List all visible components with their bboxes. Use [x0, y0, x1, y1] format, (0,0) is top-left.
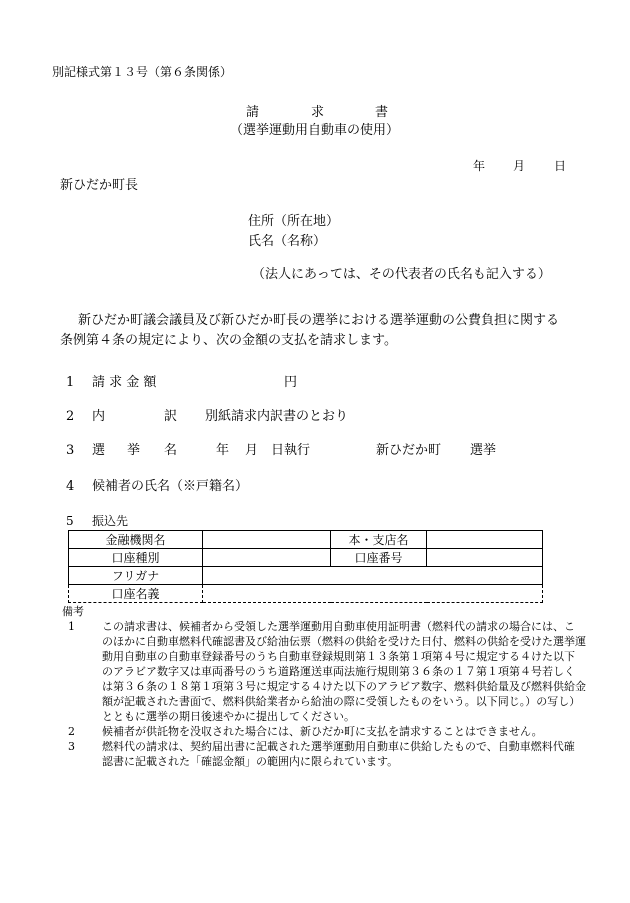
address-label: 住所（所在地） [248, 214, 340, 229]
election-label-a: 選 [92, 443, 106, 458]
note-2 [62, 724, 572, 739]
note-number: 1 [68, 620, 75, 633]
election-month-label: 月 [245, 443, 259, 458]
form-subtitle: （選挙運動用自動車の使用） [230, 123, 400, 138]
furigana-label: フリガナ [69, 567, 203, 585]
notes-section [62, 605, 586, 769]
institution-field[interactable] [203, 531, 331, 549]
account-name-field[interactable] [203, 585, 543, 603]
name-label: 氏名（名称） [248, 234, 327, 249]
item-number-2: 2 [66, 409, 75, 424]
breakdown-label-a: 内 [92, 409, 106, 424]
bank-row-furigana [69, 567, 543, 585]
note-line: この請求書は、候補者から受領した選挙運動用自動車使用証明書（燃料代の請求の場合には、こ [102, 620, 575, 633]
form-id: 別記様式第１３号（第６条関係） [52, 65, 233, 79]
note-line: 動用自動車の自動車登録番号のうち自動車登録規則第１３条第１項第４号に規定する４けた以下 [102, 650, 575, 663]
election-year-label: 年 [216, 443, 230, 458]
bank-label: 振込先 [92, 514, 129, 528]
date-month-label: 月 [513, 159, 526, 173]
body-line-1: 新ひだか町議会議員及び新ひだか町長の選挙における選挙運動の公費負担に関する [78, 313, 560, 328]
title-char-2: 求 [311, 105, 325, 120]
note-line: のほかに自動車燃料代確認書及び給油伝票（燃料の供給を受けた日付、燃料の供給を受けた選挙運 [102, 635, 586, 648]
note-line: とともに選挙の期日後速やかに提出してください。 [102, 710, 355, 723]
date-year-label: 年 [473, 159, 486, 173]
bank-row-account-type [69, 549, 543, 567]
bank-row-institution [69, 531, 543, 549]
furigana-field[interactable] [203, 567, 543, 585]
body-line-2: 条例第４条の規定により、次の金額の支払を請求します。 [60, 333, 397, 348]
bank-row-account-name [69, 585, 543, 603]
date-day-label: 日 [554, 159, 567, 173]
item-number-1: 1 [66, 375, 75, 390]
form-title [0, 101, 630, 121]
note-line: のアラビア数字又は車両番号のうち道路運送車両法施行規則第３６条の１７第１項第４号若しく [102, 665, 575, 678]
institution-label: 金融機関名 [69, 531, 203, 549]
title-char-3: 書 [375, 105, 389, 120]
bank-transfer-table [68, 530, 543, 603]
note-line: 認書に記載された「確認金額」の範囲内に限られています。 [102, 755, 399, 768]
recipient: 新ひだか町長 [60, 178, 139, 193]
election-town: 新ひだか町 [376, 443, 442, 458]
title-char-1: 請 [246, 105, 260, 120]
amount-label: 請 求 金 額 [92, 375, 157, 390]
election-label-c: 名 [164, 443, 178, 458]
note-line: 候補者が供託物を没収された場合には、新ひだか町に支払を請求することはできません。 [102, 725, 543, 738]
note-line: は第３６条の１８第１項第３号に規定する４けた以下のアラビア数字、燃料供給量及び燃料供給金 [102, 680, 586, 693]
note-number: 2 [68, 725, 75, 738]
amount-unit: 円 [284, 375, 298, 390]
account-name-label: 口座名義 [69, 585, 203, 603]
account-type-field[interactable] [203, 549, 331, 567]
item-number-3: 3 [66, 443, 75, 458]
note-line: 額が記載された書面で、燃料供給業者から給油の際に受領したものをいう。以下同じ。）の写し） [102, 695, 581, 708]
note-line: 燃料代の請求は、契約届出書に記載された選挙運動用自動車に供給したもので、自動車燃料代確 [102, 740, 575, 753]
breakdown-label-b: 訳 [164, 409, 178, 424]
election-day-exec-label: 日執行 [271, 443, 311, 458]
branch-label: 本・支店名 [331, 531, 427, 549]
breakdown-value: 別紙請求内訳書のとおり [205, 409, 349, 424]
branch-field[interactable] [427, 531, 543, 549]
item-number-5: 5 [66, 514, 74, 528]
account-number-field[interactable] [427, 549, 543, 567]
account-type-label: 口座種別 [69, 549, 203, 567]
note-number: 3 [68, 740, 75, 753]
election-label-b: 挙 [127, 443, 141, 458]
candidate-label: 候補者の氏名（※戸籍名） [92, 479, 249, 494]
notes-heading: 備考 [62, 605, 84, 618]
item-number-4: 4 [66, 479, 75, 494]
note-1 [62, 619, 586, 724]
corporate-note: （法人にあっては、その代表者の氏名も記入する） [252, 267, 551, 282]
election-word: 選挙 [470, 443, 497, 458]
account-number-label: 口座番号 [331, 549, 427, 567]
note-3 [62, 739, 575, 769]
